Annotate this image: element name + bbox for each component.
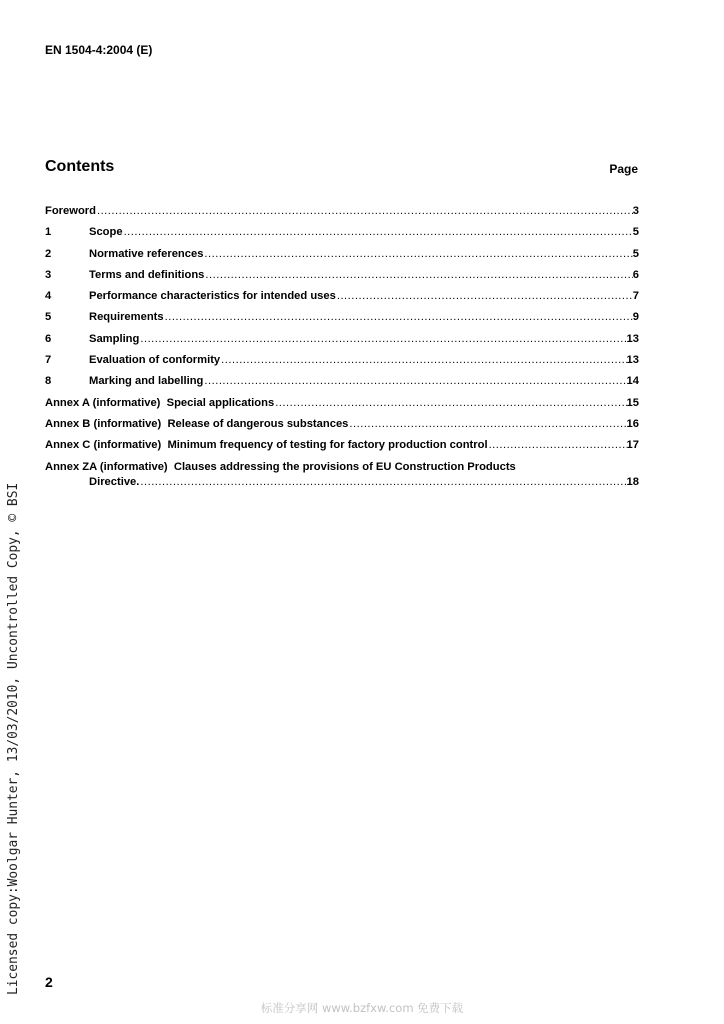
toc-leader-dots (140, 332, 626, 346)
toc-entry-number: 2 (45, 247, 52, 260)
toc-entry-title: Terms and definitions (89, 268, 205, 281)
toc-leader-dots (205, 268, 632, 282)
toc-leader-dots (97, 204, 633, 218)
toc-entry-requirements[interactable] (45, 310, 639, 331)
page-column-label: Page (609, 162, 638, 176)
toc-entry-title: Normative references (89, 247, 204, 260)
toc-entry-annex-za[interactable] (45, 460, 639, 475)
page-number: 2 (45, 974, 53, 990)
toc-entry-title: Evaluation of conformity (89, 354, 221, 367)
toc-leader-dots (140, 475, 626, 489)
toc-entry-number: 3 (45, 268, 52, 281)
toc-entry-title: Annex C (informative) Minimum frequency of testing for factory production control (45, 439, 488, 452)
toc-entry-page: 18 (626, 475, 639, 488)
toc-leader-dots (165, 310, 633, 324)
toc-entry-foreword[interactable] (45, 204, 639, 225)
toc-entry-marking-and-labelling[interactable] (45, 374, 639, 395)
toc-leader-dots (275, 396, 626, 410)
toc-entry-number: 7 (45, 354, 52, 367)
toc-entry-annex-b[interactable] (45, 417, 639, 438)
toc-entry-title: Sampling (89, 332, 140, 345)
document-id: EN 1504-4:2004 (E) (45, 43, 153, 57)
toc-entry-title: Annex B (informative) Release of dangerous substances (45, 417, 349, 430)
toc-entry-page: 13 (626, 332, 639, 345)
toc-entry-evaluation-of-conformity[interactable] (45, 353, 639, 374)
toc-leader-dots (337, 289, 633, 303)
toc-entry-page: 5 (632, 226, 639, 239)
toc-entry-page: 3 (632, 205, 639, 217)
toc-entry-number: 5 (45, 311, 52, 324)
toc-entry-scope[interactable] (45, 225, 639, 246)
toc-entry-title: Foreword (45, 205, 96, 217)
toc-entry-title-continued: Directive. (89, 475, 140, 488)
toc-entry-page: 6 (632, 268, 639, 281)
toc-entry-page: 9 (632, 311, 639, 324)
toc-entry-page: 16 (626, 417, 639, 430)
toc-entry-page: 14 (626, 375, 639, 388)
footer-watermark: 标准分享网 www.bzfxw.com 免费下载 (260, 1001, 464, 1015)
toc-entry-title: Scope (89, 226, 123, 239)
toc-entry-terms-and-definitions[interactable] (45, 268, 639, 289)
toc-entry-performance-characteristics[interactable] (45, 289, 639, 310)
toc-entry-annex-a[interactable] (45, 396, 639, 417)
toc-leader-dots (221, 353, 626, 367)
toc-entry-number: 4 (45, 290, 52, 303)
toc-entry-page: 7 (632, 290, 639, 303)
toc-entry-page: 17 (626, 439, 639, 452)
table-of-contents (45, 204, 639, 496)
toc-leader-dots (204, 247, 632, 261)
toc-entry-page: 13 (626, 354, 639, 367)
toc-entry-title: Performance characteristics for intended uses (89, 290, 336, 303)
toc-entry-title: Annex ZA (informative) Clauses addressing the provisions of EU Construction Products (45, 460, 516, 473)
toc-leader-dots (489, 438, 627, 452)
toc-entry-title: Annex A (informative) Special applications (45, 396, 275, 409)
toc-leader-dots (124, 225, 633, 239)
toc-entry-sampling[interactable] (45, 332, 639, 353)
contents-title: Contents (45, 158, 115, 175)
toc-entry-annex-c[interactable] (45, 438, 639, 459)
toc-entry-number: 6 (45, 332, 52, 345)
toc-entry-number: 8 (45, 375, 52, 388)
toc-entry-normative-references[interactable] (45, 247, 639, 268)
toc-entry-title: Marking and labelling (89, 375, 204, 388)
toc-entry-number: 1 (45, 226, 52, 239)
toc-leader-dots (349, 417, 626, 431)
toc-entry-title: Requirements (89, 311, 164, 324)
license-stamp: Licensed copy:Woolgar Hunter, 13/03/2010, Uncontrolled Copy, © BSI (6, 482, 21, 995)
toc-entry-page: 5 (632, 247, 639, 260)
toc-entry-annex-za-continued[interactable] (45, 475, 639, 496)
toc-leader-dots (204, 374, 626, 388)
toc-entry-page: 15 (626, 396, 639, 409)
